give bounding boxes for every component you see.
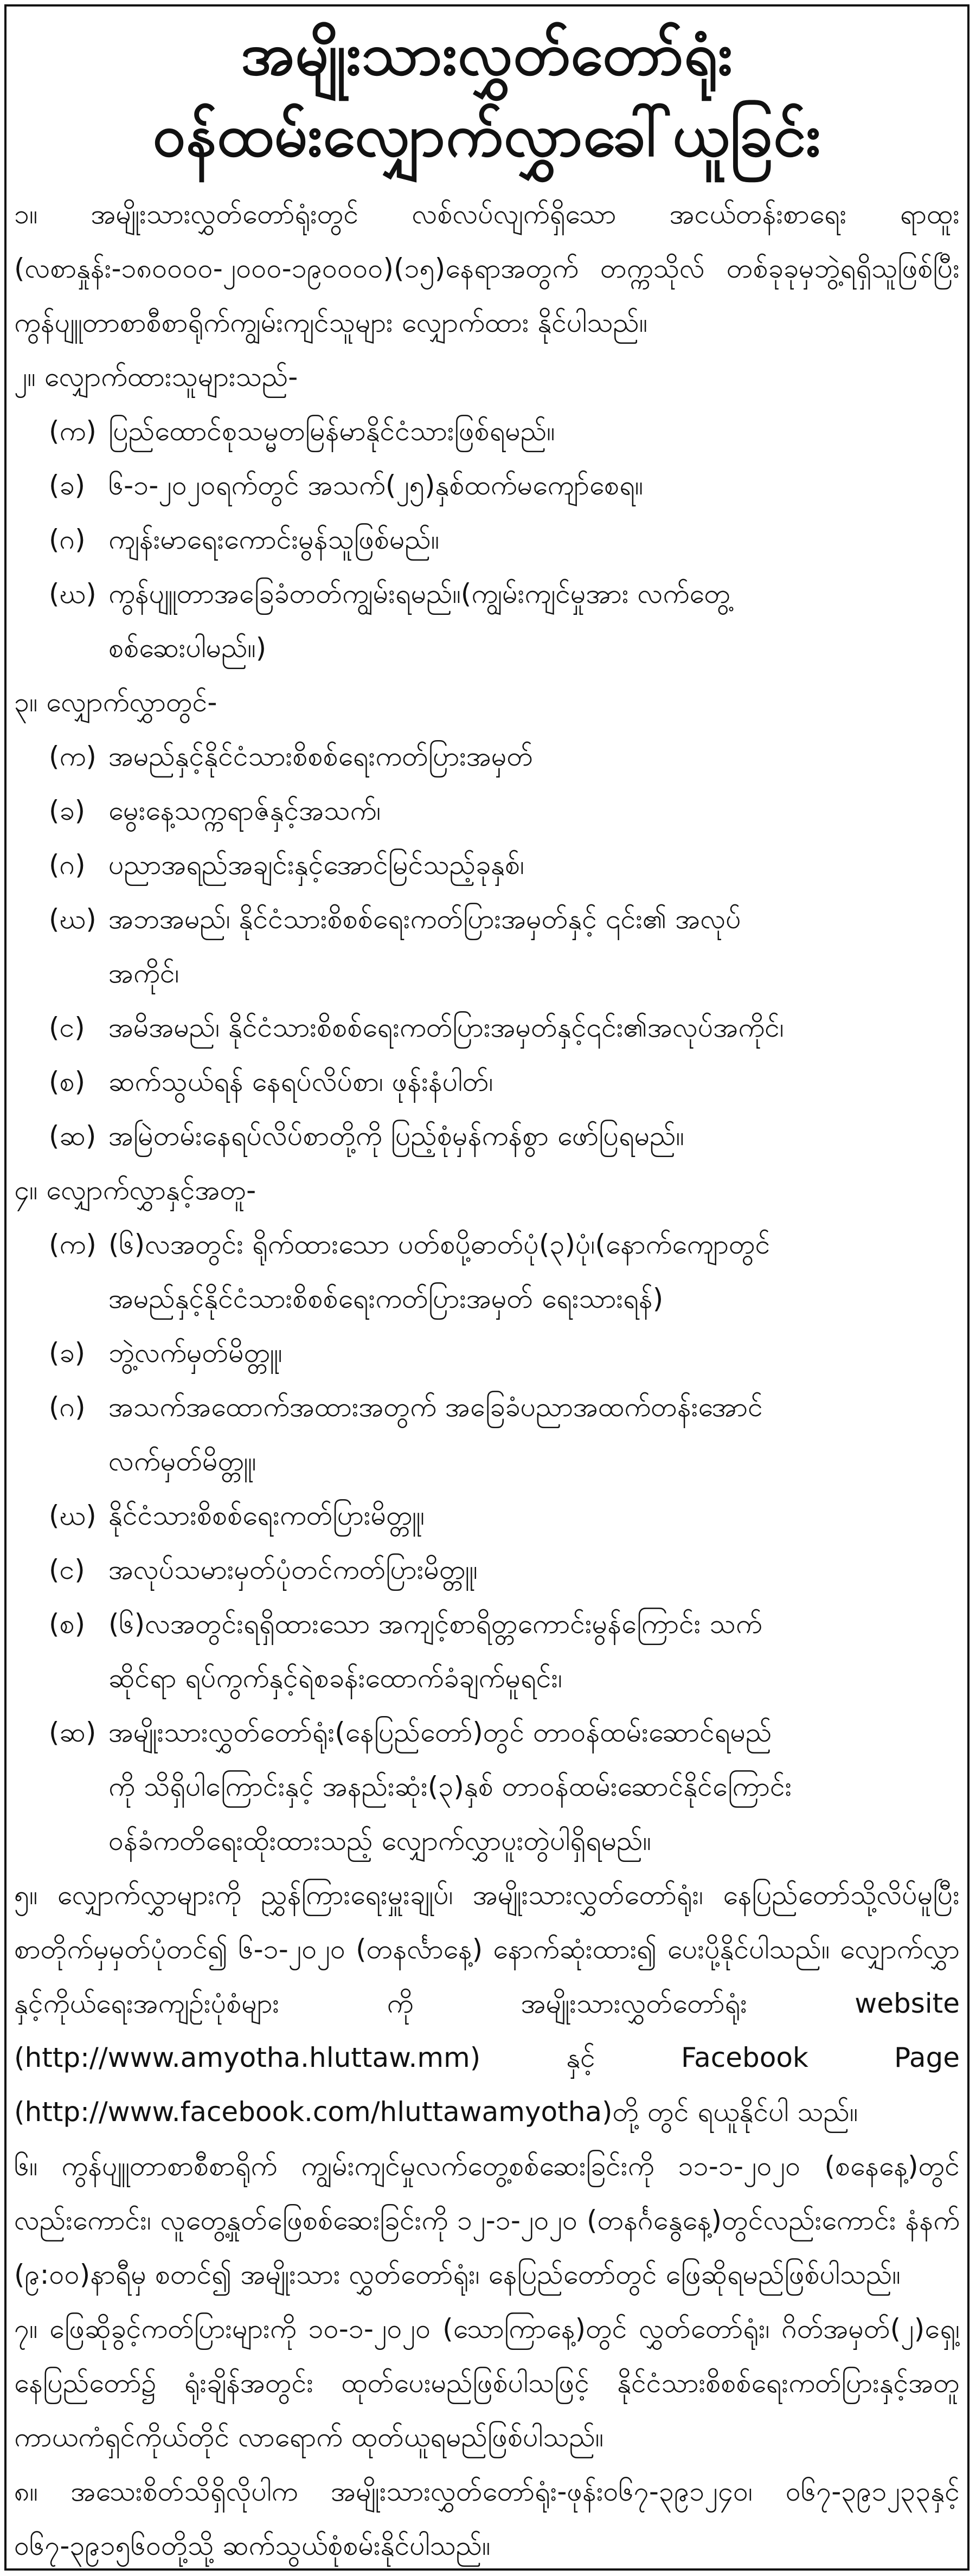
item-marker: (ဂ) [49, 1391, 86, 1423]
item-marker: (ဃ) [49, 903, 97, 935]
item-text: အသက်အထောက်အထားအတွက် အခြေခံပညာအထက်တန်းအောင် [108, 1391, 763, 1423]
item-marker: (င) [49, 1012, 85, 1043]
item-text: အဘအမည်၊ နိုင်ငံသားစိစစ်ရေးကတ်ပြားအမှတ်နှင့် ၎င်း၏ အလုပ် [108, 903, 741, 935]
item-marker: (စ) [49, 1608, 86, 1640]
item-marker: (င) [49, 1554, 85, 1585]
section-1: ၁။ အမျိုးသားလွှတ်တော်ရုံးတွင် လစ်လပ်လျက်ရှိသော အငယ်တန်းစာရေး ရာထူး (လစာနှုန်း-၁၈၀၀၀၀-၂၀၀၀-၁၉၀၀၀၀)(၁၅)နေရာအတွက် တက္ကသိုလ် တစ်ခုခုမှဘွဲ့ရရှိသူဖြစ်ပြီး ကွန်ပျူတာစာစီစာရိုက်ကျွမ်းကျင်သူများ လျှောက်ထား နိုင်ပါသည်။ [14, 198, 960, 338]
item-marker: (က) [49, 1229, 97, 1260]
section-5: ၅။ လျှောက်လွှာများကို ညွှန်ကြားရေးမှူးချုပ်၊ အမျိုးသားလွှတ်တော်ရုံး၊ နေပြည်တော်သို့လိပ်မူပြီး စာတိုက်မှမှတ်ပုံတင်၍ ၆-၁-၂၀၂၀ (တနင်္လာနေ့) နောက်ဆုံးထား၍ ပေးပို့နိုင်ပါသည်။ လျှောက်လွှာနှင့်ကိုယ်ရေးအကျဉ်းပုံစံများ ကို အမျိုးသားလွှတ်တော်ရုံး website (http://www.amyotha.hluttaw.mm) နှင့် Facebook Page (http://www.facebook.com/hluttawamyotha)တို့ တွင် ရယူနိုင်ပါ သည်။ [14, 1879, 960, 2128]
section-3-item-gha [7, 892, 967, 1000]
item-text: (၆)လအတွင်းရရှိထားသော အကျင့်စာရိတ္တကောင်းမွန်ကြောင်း သက် [108, 1608, 762, 1640]
section-4-item-gha [7, 1488, 967, 1543]
item-text: အမြဲတမ်းနေရပ်လိပ်စာတို့ကို ပြည့်စုံမှန်ကန်စွာ ဖော်ပြရမည်။ [108, 1120, 684, 1152]
section-7: ၇။ ဖြေဆိုခွင့်ကတ်ပြားများကို ၁၀-၁-၂၀၂၀ (သောကြာနေ့)တွင် လွှတ်တော်ရုံး၊ ဂိတ်အမှတ်(၂)ရှေ့၊ နေပြည်တော်၌ ရုံးချိန်အတွင်း ထုတ်ပေးမည်ဖြစ်ပါသဖြင့် နိုင်ငံသားစိစစ်ရေးကတ်ပြားနှင့်အတူ ကာယကံရှင်ကိုယ်တိုင် လာရောက် ထုတ်ယူရမည်ဖြစ်ပါသည်။ [14, 2313, 960, 2453]
item-marker: (ခ) [49, 1337, 86, 1369]
section-2-item-ga [7, 512, 967, 567]
item-text-continuation: အကိုင်၊ [108, 958, 179, 989]
item-text: ဆက်သွယ်ရန် နေရပ်လိပ်စာ၊ ဖုန်းနံပါတ်၊ [108, 1066, 493, 1097]
item-text-continuation: ဆိုင်ရာ ရပ်ကွက်နှင့်ရဲစခန်းထောက်ခံချက်မူရင်း၊ [108, 1662, 563, 1694]
notice-body [7, 187, 967, 2567]
item-marker: (စ) [49, 1066, 86, 1097]
item-text: အမည်နှင့်နိုင်ငံသားစိစစ်ရေးကတ်ပြားအမှတ် [108, 741, 534, 772]
item-text: ကွန်ပျူတာအခြေခံတတ်ကျွမ်းရမည်။(ကျွမ်းကျင်မှုအား လက်တွေ့ [108, 578, 731, 609]
item-text: ပြည်ထောင်စုသမ္မတမြန်မာနိုင်ငံသားဖြစ်ရမည်။ [108, 415, 555, 447]
item-text: အမိအမည်၊ နိုင်ငံသားစိစစ်ရေးကတ်ပြားအမှတ်နှင့်၎င်း၏အလုပ်အကိုင်၊ [108, 1012, 784, 1043]
section-4-item-kha [7, 1326, 967, 1380]
item-marker: (ဂ) [49, 849, 86, 881]
item-text: ပညာအရည်အချင်းနှင့်အောင်မြင်သည့်ခုနှစ်၊ [108, 849, 525, 881]
notice-header [7, 7, 967, 185]
item-marker: (က) [49, 415, 97, 447]
item-text-continuation: အမည်နှင့်နိုင်ငံသားစိစစ်ရေးကတ်ပြားအမှတ် ရေးသားရန်) [108, 1283, 664, 1314]
section-3-heading: ၃။ လျှောက်လွှာတွင်- [14, 686, 217, 718]
section-6: ၆။ ကွန်ပျူတာစာစီစာရိုက် ကျွမ်းကျင်မှုလက်တွေ့စစ်ဆေးခြင်းကို ၁၁-၁-၂၀၂၀ (စနေနေ့)တွင် လည်းကောင်း၊ လူတွေ့နှုတ်ဖြေစစ်ဆေးခြင်းကို ၁၂-၁-၂၀၂၀ (တနင်္ဂနွေနေ့)တွင်လည်းကောင်း နံနက် (၉:၀၀)နာရီမှ စတင်၍ အမျိုးသား လွှတ်တော်ရုံး၊ နေပြည်တော်တွင် ဖြေဆိုရမည်ဖြစ်ပါသည်။ [14, 2150, 960, 2290]
section-3-item-kha [7, 783, 967, 838]
item-text: နိုင်ငံသားစိစစ်ရေးကတ်ပြားမိတ္တူ၊ [108, 1500, 425, 1531]
section-4-item-nga [7, 1543, 967, 1597]
item-text: ကျန်းမာရေးကောင်းမွန်သူဖြစ်မည်။ [108, 524, 440, 555]
section-3-item-ga [7, 838, 967, 892]
section-4-item-hsa [7, 1705, 967, 1868]
item-text: ဘွဲ့လက်မှတ်မိတ္တူ၊ [108, 1337, 282, 1369]
item-marker: (ခ) [49, 470, 86, 501]
section-3-item-nga [7, 1000, 967, 1055]
item-text: (၆)လအတွင်း ရိုက်ထားသော ပတ်စပို့ဓာတ်ပုံ(၃)ပုံ၊(နောက်ကျောတွင် [108, 1229, 770, 1260]
section-8: ၈။ အသေးစိတ်သိရှိလိုပါက အမျိုးသားလွှတ်တော်ရုံး-ဖုန်း၀၆၇-၃၉၁၂၄၀၊ ၀၆၇-၃၉၁၂၃၃နှင့် ၀၆၇-၃၉၁၅၆၀တို့သို့ ဆက်သွယ်စုံစမ်းနိုင်ပါသည်။ [14, 2476, 960, 2561]
item-text-continuation: လက်မှတ်မိတ္တူ၊ [108, 1446, 256, 1477]
section-3-item-hsa [7, 1109, 967, 1163]
item-text: အလုပ်သမားမှတ်ပုံတင်ကတ်ပြားမိတ္တူ၊ [108, 1554, 478, 1585]
item-text-continuation: စစ်ဆေးပါမည်။) [108, 632, 267, 664]
section-3-item-sa [7, 1055, 967, 1109]
item-marker: (ဂ) [49, 524, 86, 555]
item-marker: (ဆ) [49, 1717, 97, 1748]
item-marker: (ဃ) [49, 578, 97, 609]
item-text: ၆-၁-၂၀၂၀ရက်တွင် အသက်(၂၅)နှစ်ထက်မကျော်စေရ။ [108, 470, 643, 501]
section-3-item-ka [7, 729, 967, 783]
section-4-item-ka [7, 1217, 967, 1326]
section-4-heading: ၄။ လျှောက်လွှာနှင့်အတူ- [14, 1174, 256, 1206]
item-text-continuation: ကို သိရှိပါကြောင်းနှင့် အနည်းဆုံး(၃)နှစ် တာဝန်ထမ်းဆောင်နိုင်ကြောင်း [108, 1771, 792, 1802]
item-marker: (ခ) [49, 795, 86, 826]
section-4-item-sa [7, 1597, 967, 1705]
item-marker: (က) [49, 741, 97, 772]
item-text: မွေးနေ့သက္ကရာဇ်နှင့်အသက်၊ [108, 795, 381, 826]
section-2-item-kha [7, 458, 967, 512]
section-2-heading: ၂။ လျှောက်ထားသူများသည်- [14, 361, 298, 393]
section-2-item-gha [7, 567, 967, 675]
item-marker: (ဃ) [49, 1500, 97, 1531]
section-2-item-ka [7, 404, 967, 458]
item-marker: (ဆ) [49, 1120, 97, 1152]
item-text-continuation-2: ဝန်ခံကတိရေးထိုးထားသည့် လျှောက်လွှာပူးတွဲပါရှိရမည်။ [108, 1825, 651, 1856]
title-line-1: အမျိုးသားလွှတ်တော်ရုံး [240, 21, 734, 88]
section-4-item-ga [7, 1380, 967, 1488]
item-text: အမျိုးသားလွှတ်တော်ရုံး(နေပြည်တော်)တွင် တာဝန်ထမ်းဆောင်ရမည် [108, 1717, 772, 1748]
title-line-2: ဝန်ထမ်းလျှောက်လွှာခေါ်ယူခြင်း [152, 102, 821, 170]
